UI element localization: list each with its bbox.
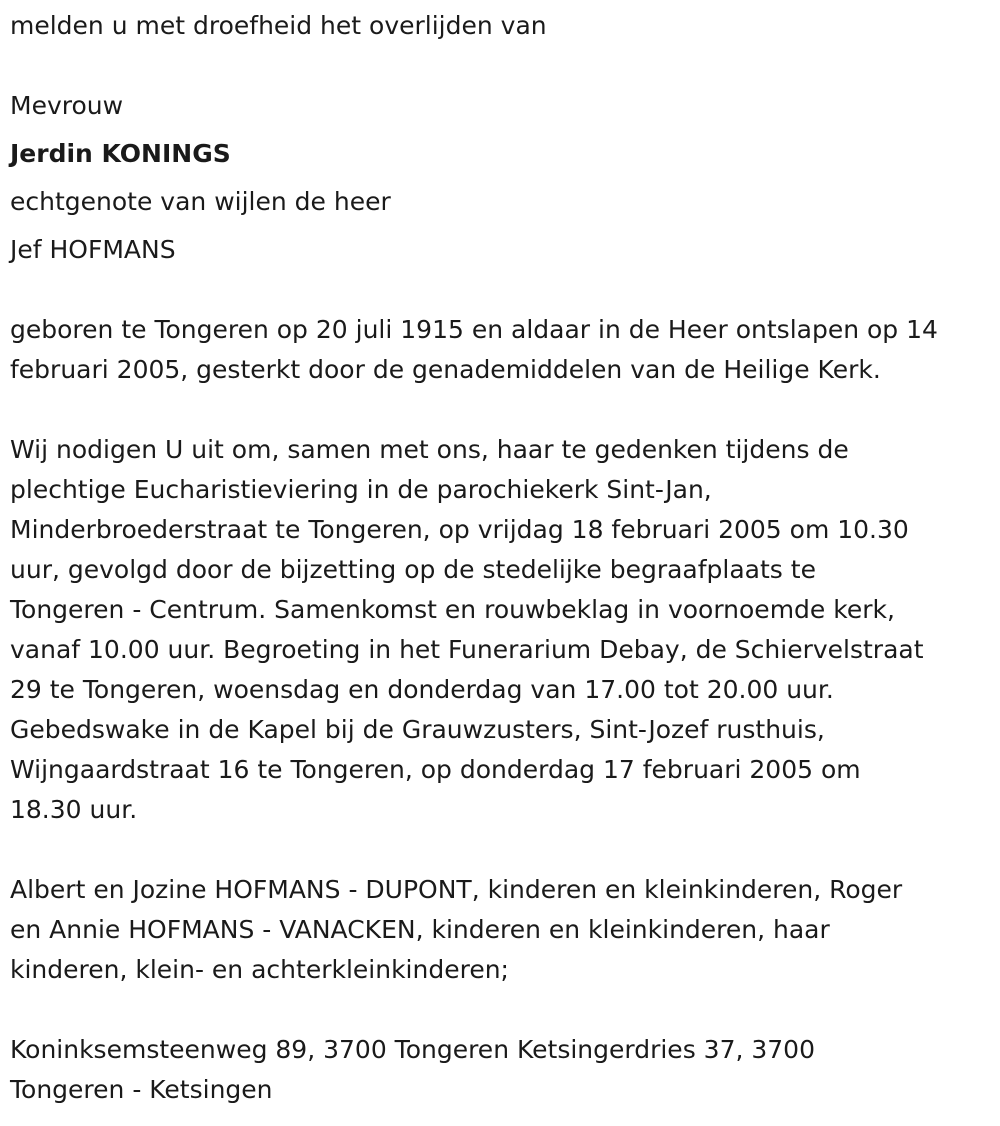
ceremony-line: Tongeren - Centrum. Samenkomst en rouwbeklag in voornoemde kerk, (10, 595, 895, 624)
deceased-title: Mevrouw (10, 91, 124, 120)
address-line: Tongeren - Ketsingen (10, 1075, 273, 1104)
intro-text: melden u met droefheid het overlijden van (10, 11, 547, 40)
family-line: kinderen, klein- en achterkleinkinderen; (10, 955, 509, 984)
ceremony-line: 29 te Tongeren, woensdag en donderdag van 17.00 tot 20.00 uur. (10, 675, 834, 704)
deceased-name: Jerdin KONINGS (10, 139, 231, 168)
spouse-name: Jef HOFMANS (10, 235, 176, 264)
birth-death-line: geboren te Tongeren op 20 juli 1915 en aldaar in de Heer ontslapen op 14 (10, 315, 938, 344)
family-paragraph (10, 870, 1000, 990)
ceremony-line: 18.30 uur. (10, 795, 138, 824)
ceremony-line: plechtige Eucharistieviering in de parochiekerk Sint-Jan, (10, 475, 712, 504)
birth-death-line: februari 2005, gesterkt door de genademiddelen van de Heilige Kerk. (10, 355, 881, 384)
ceremony-line: Wijngaardstraat 16 te Tongeren, op donderdag 17 februari 2005 om (10, 755, 861, 784)
ceremony-line: uur, gevolgd door de bijzetting op de stedelijke begraafplaats te (10, 555, 816, 584)
ceremony-paragraph (10, 430, 1000, 830)
address-paragraph (10, 1030, 1000, 1110)
family-line: en Annie HOFMANS - VANACKEN, kinderen en kleinkinderen, haar (10, 915, 830, 944)
ceremony-line: Minderbroederstraat te Tongeren, op vrijdag 18 februari 2005 om 10.30 (10, 515, 909, 544)
ceremony-line: Wij nodigen U uit om, samen met ons, haar te gedenken tijdens de (10, 435, 849, 464)
relation-text: echtgenote van wijlen de heer (10, 187, 391, 216)
ceremony-line: Gebedswake in de Kapel bij de Grauwzusters, Sint-Jozef rusthuis, (10, 715, 825, 744)
address-line: Koninksemsteenweg 89, 3700 Tongeren Ketsingerdries 37, 3700 (10, 1035, 815, 1064)
birth-death-paragraph (10, 310, 1000, 390)
family-line: Albert en Jozine HOFMANS - DUPONT, kinderen en kleinkinderen, Roger (10, 875, 903, 904)
ceremony-line: vanaf 10.00 uur. Begroeting in het Funerarium Debay, de Schiervelstraat (10, 635, 924, 664)
